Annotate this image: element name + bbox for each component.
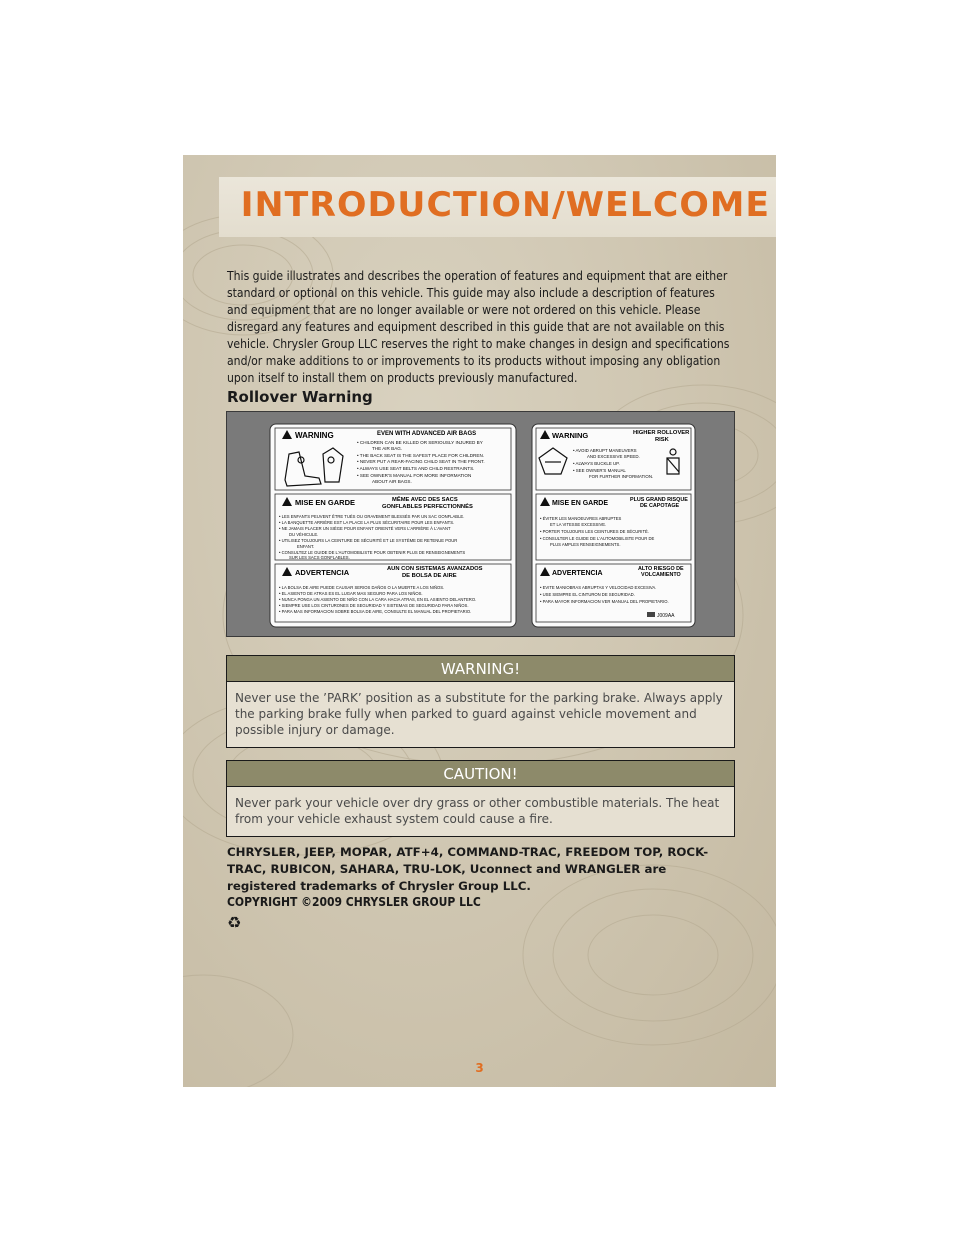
intro-paragraph: This guide illustrates and describes the operation of features and equipment that are either standard or optional on this vehicle. This guide may also include a description of features and equipment that are no longer available or were not ordered on this vehicle. Please disregard any features and equipment described in this guide that are not available on this vehicle. Chrysler Group LLC reserves the right to make changes in design and specifications and/or make additions to or improvements to its products without imposing any obligation upon itself to install them on products previously manufactured.: [227, 269, 730, 385]
warning-body: Never use the ’PARK’ position as a substitute for the parking brake. Always apply the parking brake fully when parked to guard against vehicle movement and possible injury or damage.: [235, 691, 723, 737]
label-right-fr-line: • PORTER TOUJOURS LES CEINTURES DE SÉCURITÉ.: [540, 529, 649, 534]
label-left-en-head: EVEN WITH ADVANCED AIR BAGS: [377, 431, 477, 437]
label-right-es-line: • PARA MAYOR INFORMACION VER MANUAL DEL PROPIETARIO.: [540, 599, 669, 604]
airbag-warning-label: [270, 424, 516, 627]
label-right-en-head: RISK: [655, 437, 669, 443]
recycle-icon: ♻: [227, 913, 242, 932]
label-left-en-tag: WARNING: [295, 431, 334, 440]
label-right-fr-line: ET LA VITESSE EXCESSIVE.: [550, 522, 607, 527]
label-left-en-line: ABOUT AIR BAGS.: [372, 479, 412, 484]
label-left-es-line: • SIEMPRE USE LOS CINTURONES DE SEGURIDAD Y SISTEMAS DE SEGURIDAD PARA NIÑOS.: [279, 603, 469, 608]
label-right-en-tag: WARNING: [552, 431, 589, 440]
label-left-es-head: AUN CON SISTEMAS AVANZADOS: [387, 566, 483, 572]
page-number: 3: [475, 1061, 484, 1075]
label-right-es-head: ALTO RIESGO DE: [638, 566, 684, 572]
warning-box: [226, 655, 735, 748]
label-left-fr-line: SUR LES SACS GONFLABLES.: [289, 555, 350, 560]
label-right-fr-line: • CONSULTER LE GUIDE DE L'AUTOMOBILISTE POUR DE: [540, 536, 655, 541]
label-left-en-line: • ALWAYS USE SEAT BELTS AND CHILD RESTRAINTS.: [357, 466, 475, 471]
label-left-fr-tag: MISE EN GARDE: [295, 498, 356, 507]
label-left-fr-line: • LA BANQUETTE ARRIÈRE EST LA PLACE LA PLUS SÉCURITAIRE POUR LES ENFANTS.: [279, 520, 455, 525]
label-right-fr-line: • ÉVITER LES MANOEUVRES ABRUPTES: [540, 516, 622, 521]
rollover-heading: Rollover Warning: [227, 388, 373, 406]
label-left-fr-line: DU VÉHICULE.: [289, 532, 319, 537]
trademark-notice: CHRYSLER, JEEP, MOPAR, ATF+4, COMMAND-TRAC, FREEDOM TOP, ROCK-TRAC, RUBICON, SAHARA, TRU-LOK, Uconnect and WRANGLER are registered trademarks of Chrysler Group LLC.: [227, 845, 709, 893]
label-right-es-line: • EVITE MANIOBRAS ABRUPTAS Y VELOCIDAD EXCESIVA.: [540, 585, 657, 590]
caution-box: [226, 760, 735, 837]
label-left-es-line: • LA BOLSA DE AIRE PUEDE CAUSAR SERIOS DAÑOS O LA MUERTE A LOS NIÑOS.: [279, 585, 445, 590]
label-right-en-line: • SEE OWNER'S MANUAL: [573, 468, 626, 473]
copyright-notice: COPYRIGHT ©2009 CHRYSLER GROUP LLC: [227, 895, 481, 909]
label-right-es-tag: ADVERTENCIA: [552, 570, 603, 577]
label-left-es-tag: ADVERTENCIA: [295, 568, 350, 577]
label-left-fr-head: GONFLABLES PERFECTIONNÉS: [382, 504, 473, 510]
label-right-fr-line: PLUS AMPLES RENSEIGNEMENTS.: [550, 542, 621, 547]
label-right-en-line: FOR FURTHER INFORMATION.: [589, 474, 654, 479]
label-left-fr-line: • UTILISEZ TOUJOURS LA CEINTURE DE SÉCURITÉ ET LE SYSTÈME DE RETENUE POUR: [279, 538, 458, 543]
label-left-fr-line: ENFANT.: [297, 544, 315, 549]
label-right-en-head: HIGHER ROLLOVER: [633, 430, 690, 436]
label-right-en-line: AND EXCESSIVE SPEED.: [587, 454, 640, 459]
label-left-es-line: • NUNCA PONGA UN ASIENTO DE NIÑO CON LA CARA HACIA ATRAS, EN EL ASIENTO DELANTERO.: [279, 597, 477, 602]
label-right-es-head: VOLCAMIENTO: [641, 572, 681, 578]
caution-heading: CAUTION!: [227, 761, 734, 787]
manual-page: [183, 155, 776, 1087]
label-left-fr-line: • NE JAMAIS PLACER UN SIÈGE POUR ENFANT ORIENTÉ VERS L'ARRIÈRE À L'AVANT: [279, 526, 451, 531]
label-right-fr-tag: MISE EN GARDE: [552, 500, 609, 507]
caution-body: Never park your vehicle over dry grass or other combustible materials. The heat from your vehicle exhaust system could cause a fire.: [235, 796, 720, 826]
label-left-en-line: • NEVER PUT A REAR-FACING CHILD SEAT IN THE FRONT.: [357, 459, 485, 464]
warning-heading: WARNING!: [227, 656, 734, 682]
rollover-label-photo: [226, 411, 735, 637]
label-right-es-line: • USE SIEMPRE EL CINTURON DE SEGURIDAD.: [540, 592, 635, 597]
title-band: [219, 177, 776, 237]
label-left-es-line: • PARA MAS INFORMACION SOBRE BOLSA DE AIRE, CONSULTE EL MANUAL DEL PROPIETARIO.: [279, 609, 472, 614]
label-right-en-line: • ALWAYS BUCKLE UP.: [573, 461, 620, 466]
label-right-fr-head: DE CAPOTAGE: [640, 503, 680, 509]
label-right-fr-head: PLUS GRAND RISQUE: [630, 497, 688, 503]
page-title: INTRODUCTION/WELCOME: [240, 185, 770, 225]
label-left-fr-line: • CONSULTEZ LE GUIDE DE L'AUTOMOBILISTE POUR OBTENIR PLUS DE RENSEIGNEMENTS: [279, 550, 466, 555]
label-left-es-line: • EL ASIENTO DE ATRAS ES EL LUGAR MAS SEGURO PARA LOS NIÑOS.: [279, 591, 423, 596]
label-left-en-line: THE AIR BAG.: [372, 446, 403, 451]
rollover-warning-label: [532, 424, 695, 627]
label-left-fr-line: • LES ENFANTS PEUVENT ÊTRE TUÉS OU GRAVEMENT BLESSÉS PAR UN SAC GONFLABLE.: [279, 514, 465, 519]
label-code: J009AA: [657, 613, 675, 619]
label-right-en-line: • AVOID ABRUPT MANEUVERS: [573, 448, 637, 453]
label-left-en-line: • THE BACK SEAT IS THE SAFEST PLACE FOR CHILDREN.: [357, 453, 485, 458]
label-left-fr-head: MÊME AVEC DES SACS: [392, 497, 458, 503]
label-left-es-head: DE BOLSA DE AIRE: [402, 573, 457, 579]
label-left-en-line: • CHILDREN CAN BE KILLED OR SERIOUSLY INJURED BY: [357, 440, 483, 445]
label-left-en-line: • SEE OWNER'S MANUAL FOR MORE INFORMATION: [357, 473, 472, 478]
